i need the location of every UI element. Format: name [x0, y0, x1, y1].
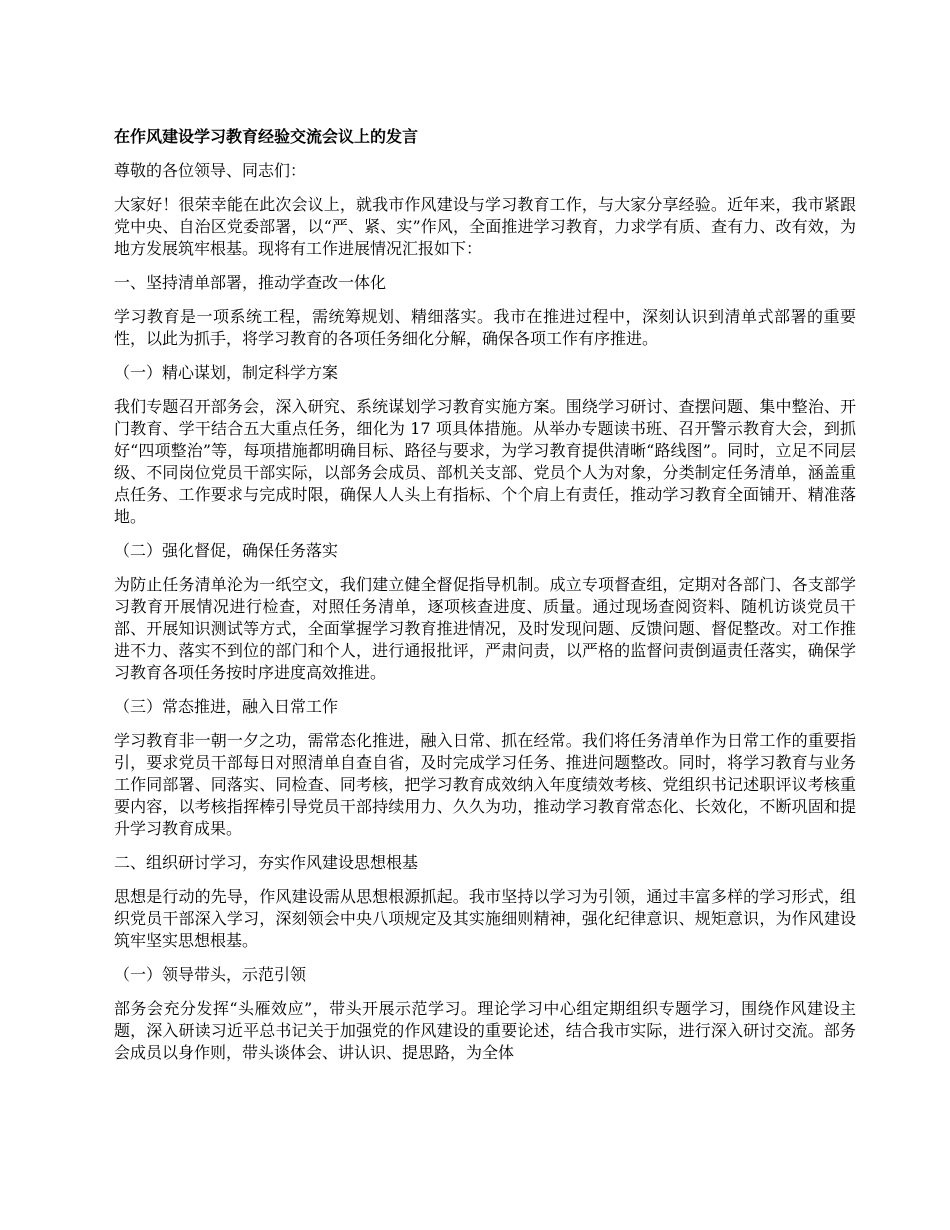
section-heading-2: 二、组织研讨学习，夯实作风建设思想根基 — [114, 853, 419, 872]
subsection-heading-1-2: （二）强化督促，确保任务落实 — [114, 541, 339, 560]
salutation: 尊敬的各位领导、同志们： — [114, 161, 307, 180]
paragraph-intro: 大家好！很荣幸能在此次会议上，就我市作风建设与学习教育工作，与大家分享经验。近年来，我市紧跟党中央、自治区党委部署，以“严、紧、实”作风，全面推进学习教育，力求学有质、查有力、改有效，为地方发展筑牢根基。现将有工作进展情况汇报如下： — [114, 195, 856, 258]
paragraph: 部务会充分发挥“头雁效应”，带头开展示范学习。理论学习中心组定期组织专题学习，围绕作风建设主题，深入研读习近平总书记关于加强党的作风建设的重要论述，结合我市实际，进行深入研讨交流。部务会成员以身作则，带头谈体会、讲认识、提思路，为全体 — [114, 999, 856, 1062]
paragraph: 为防止任务清单沦为一纸空文，我们建立健全督促指导机制。成立专项督查组，定期对各部门、各支部学习教育开展情况进行检查，对照任务清单，逐项核查进度、质量。通过现场查阅资料、随机访谈党员干部、开展知识测试等方式，全面掌握学习教育推进情况，及时发现问题、反馈问题、督促整改。对工作推进不力、落实不到位的部门和个人，进行通报批评，严肃问责，以严格的监督问责倒逼责任落实，确保学习教育各项任务按时序进度高效推进。 — [114, 575, 856, 682]
document-page — [114, 126, 856, 1076]
subsection-heading-1-1: （一）精心谋划，制定科学方案 — [114, 363, 339, 382]
section-heading-1: 一、坚持清单部署，推动学查改一体化 — [114, 273, 387, 292]
subsection-heading-1-3: （三）常态推进，融入日常工作 — [114, 697, 339, 716]
paragraph: 我们专题召开部务会，深入研究、系统谋划学习教育实施方案。围绕学习研讨、查摆问题、集中整治、开门教育、学干结合五大重点任务，细化为 17 项具体措施。从举办专题读书班、召开警示教育大会，到抓好“四项整治”等，每项措施都明确目标、路径与要求，为学习教育提供清晰“路线图”。同时，立足不同层级、不同岗位党员干部实际，以部务会成员、部机关支部、党员个人为对象，分类制定任务清单，涵盖重点任务、工作要求与完成时限，确保人人头上有指标、个个肩上有责任，推动学习教育全面铺开、精准落地。 — [114, 397, 856, 526]
paragraph: 学习教育非一朝一夕之功，需常态化推进，融入日常、抓在经常。我们将任务清单作为日常工作的重要指引，要求党员干部每日对照清单自查自省，及时完成学习任务、推进问题整改。同时，将学习教育与业务工作同部署、同落实、同检查、同考核，把学习教育成效纳入年度绩效考核、党组织书记述职评议考核重要内容，以考核指挥棒引导党员干部持续用力、久久为功，推动学习教育常态化、长效化，不断巩固和提升学习教育成果。 — [114, 731, 856, 838]
subsection-heading-2-1: （一）领导带头，示范引领 — [114, 965, 307, 984]
paragraph: 学习教育是一项系统工程，需统筹规划、精细落实。我市在推进过程中，深刻认识到清单式部署的重要性，以此为抓手，将学习教育的各项任务细化分解，确保各项工作有序推进。 — [114, 307, 856, 348]
document-title: 在作风建设学习教育经验交流会议上的发言 — [114, 127, 419, 146]
paragraph: 思想是行动的先导，作风建设需从思想根源抓起。我市坚持以学习为引领，通过丰富多样的学习形式，组织党员干部深入学习，深刻领会中央八项规定及其实施细则精神，强化纪律意识、规矩意识，为作风建设筑牢坚实思想根基。 — [114, 887, 856, 950]
